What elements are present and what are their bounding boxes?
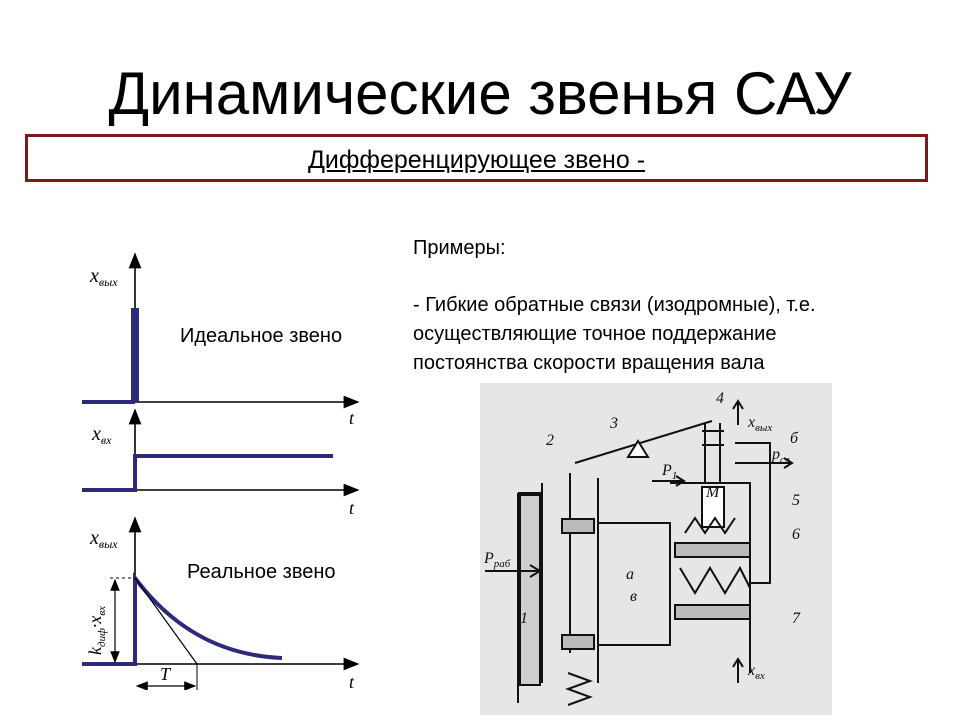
response-graphs (70, 250, 380, 690)
ideal-t-label: t (349, 408, 355, 428)
examples-line-3: постоянства скорости вращения вала (413, 352, 765, 374)
label-m: М (706, 484, 720, 501)
label-3: 3 (610, 415, 618, 432)
slide-title: Динамические звенья САУ (108, 60, 852, 127)
label-a: а (626, 566, 634, 583)
examples-line-1: - Гибкие обратные связи (изодромные), т.е. (413, 294, 816, 316)
label-xin: $x_{вх}$ (748, 662, 765, 682)
wheel-7 (675, 605, 750, 619)
ideal-impulse-line (82, 310, 137, 402)
examples-line-2: осуществляющие точное поддержание (413, 323, 777, 345)
slide-subtitle: Дифференцирующее звено - (307, 146, 646, 174)
left-wall-block (520, 495, 540, 685)
lower-piston (562, 635, 594, 649)
examples-heading: Примеры: (413, 237, 506, 259)
label-7: 7 (792, 610, 800, 627)
real-tangent-line (135, 578, 197, 664)
label-6: 6 (792, 526, 800, 543)
subtitle-box (25, 134, 928, 182)
upper-piston (562, 519, 594, 533)
label-2: 2 (546, 432, 554, 449)
k-label: $k_{диф}\cdot x_{вх}$ (85, 605, 108, 655)
label-prab: $P_{раб}$ (484, 550, 511, 570)
ideal-y-label: $x_{вых}$ (90, 265, 118, 289)
input-y-label: $x_{вх}$ (92, 423, 112, 447)
real-t-label: t (349, 672, 355, 690)
input-step-line (82, 456, 333, 490)
label-1: 1 (520, 610, 528, 627)
ideal-link-label: Идеальное звено (180, 325, 343, 347)
input-t-label: t (349, 498, 355, 518)
label-p1: $P_1$ (662, 462, 678, 482)
real-graph (82, 518, 358, 690)
real-link-label: Реальное звено (187, 561, 336, 583)
T-label: T (160, 664, 171, 684)
real-y-label: $x_{вых}$ (90, 527, 118, 551)
label-xout: $x_{вых}$ (748, 414, 773, 434)
label-b: б (790, 430, 799, 447)
real-response-line (82, 578, 282, 664)
wheel-6 (675, 543, 750, 557)
input-graph (82, 410, 358, 518)
label-4: 4 (716, 390, 724, 407)
label-v: в (630, 588, 637, 605)
mechanism-diagram (480, 383, 832, 715)
label-5: 5 (792, 492, 800, 509)
label-psl: $p_{сл}$ (772, 446, 790, 466)
